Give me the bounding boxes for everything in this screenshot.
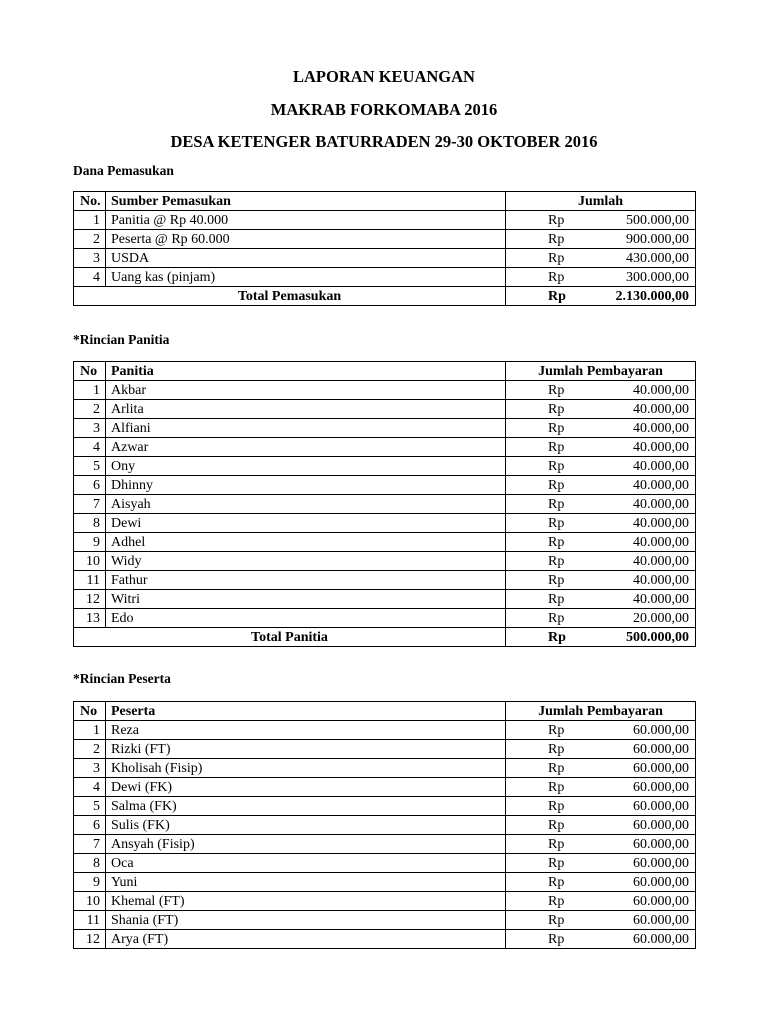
total-row	[74, 287, 696, 306]
currency-label: Rp	[506, 571, 569, 590]
row-name: Edo	[106, 609, 506, 628]
amount-value: 40.000,00	[569, 457, 696, 476]
currency-label: Rp	[506, 740, 569, 759]
amount-value: 20.000,00	[569, 609, 696, 628]
row-name: Aisyah	[106, 495, 506, 514]
currency-label: Rp	[506, 911, 569, 930]
amount-value: 40.000,00	[569, 590, 696, 609]
amount-value: 60.000,00	[569, 721, 696, 740]
table-row	[74, 230, 696, 249]
row-name: Dewi (FK)	[106, 778, 506, 797]
row-name: Azwar	[106, 438, 506, 457]
column-header-amount: Jumlah Pembayaran	[506, 362, 696, 381]
currency-label: Rp	[506, 268, 569, 287]
column-header-no: No	[74, 702, 106, 721]
table-header-row	[74, 702, 696, 721]
table-row	[74, 552, 696, 571]
currency-label: Rp	[506, 211, 569, 230]
row-name: Arya (FT)	[106, 930, 506, 949]
currency-label: Rp	[506, 835, 569, 854]
table-row	[74, 438, 696, 457]
column-header-amount: Jumlah	[506, 192, 696, 211]
report-title: LAPORAN KEUANGAN	[293, 67, 475, 86]
amount-value: 40.000,00	[569, 476, 696, 495]
row-number: 12	[74, 590, 106, 609]
table-header-row	[74, 192, 696, 211]
amount-value: 40.000,00	[569, 438, 696, 457]
row-number: 5	[74, 797, 106, 816]
currency-label: Rp	[506, 609, 569, 628]
table-row	[74, 211, 696, 230]
table-row	[74, 740, 696, 759]
row-name: Shania (FT)	[106, 911, 506, 930]
currency-label: Rp	[506, 892, 569, 911]
table-row	[74, 873, 696, 892]
currency-label: Rp	[506, 419, 569, 438]
table-row	[74, 268, 696, 287]
panitia-table	[73, 361, 696, 647]
row-name: Ansyah (Fisip)	[106, 835, 506, 854]
currency-label: Rp	[506, 930, 569, 949]
column-header-no: No	[74, 362, 106, 381]
table-row	[74, 721, 696, 740]
currency-label: Rp	[506, 476, 569, 495]
table-row	[74, 400, 696, 419]
total-currency-label: Rp	[506, 287, 569, 306]
table-row	[74, 930, 696, 949]
amount-value: 40.000,00	[569, 571, 696, 590]
table-row	[74, 816, 696, 835]
row-number: 11	[74, 571, 106, 590]
row-source: Uang kas (pinjam)	[106, 268, 506, 287]
currency-label: Rp	[506, 457, 569, 476]
row-number: 4	[74, 268, 106, 287]
row-number: 11	[74, 911, 106, 930]
row-name: Khemal (FT)	[106, 892, 506, 911]
currency-label: Rp	[506, 778, 569, 797]
currency-label: Rp	[506, 854, 569, 873]
event-title: MAKRAB FORKOMABA 2016	[270, 100, 498, 119]
amount-value: 40.000,00	[569, 400, 696, 419]
amount-value: 40.000,00	[569, 495, 696, 514]
amount-value: 60.000,00	[569, 759, 696, 778]
currency-label: Rp	[506, 249, 569, 268]
amount-value: 300.000,00	[569, 268, 696, 287]
amount-value: 60.000,00	[569, 873, 696, 892]
amount-value: 40.000,00	[569, 533, 696, 552]
row-number: 4	[74, 438, 106, 457]
table-row	[74, 514, 696, 533]
row-name: Widy	[106, 552, 506, 571]
column-header-name: Panitia	[106, 362, 506, 381]
total-amount-value: 500.000,00	[569, 628, 696, 647]
table-row	[74, 457, 696, 476]
row-name: Kholisah (Fisip)	[106, 759, 506, 778]
column-header-no: No.	[74, 192, 106, 211]
amount-value: 900.000,00	[569, 230, 696, 249]
currency-label: Rp	[506, 533, 569, 552]
currency-label: Rp	[506, 400, 569, 419]
peserta-section-label: *Rincian Peserta	[73, 671, 171, 686]
amount-value: 60.000,00	[569, 854, 696, 873]
row-number: 5	[74, 457, 106, 476]
table-row	[74, 381, 696, 400]
amount-value: 40.000,00	[569, 381, 696, 400]
amount-value: 60.000,00	[569, 816, 696, 835]
amount-value: 40.000,00	[569, 552, 696, 571]
row-number: 3	[74, 419, 106, 438]
currency-label: Rp	[506, 797, 569, 816]
row-name: Salma (FK)	[106, 797, 506, 816]
row-name: Oca	[106, 854, 506, 873]
row-number: 2	[74, 400, 106, 419]
table-row	[74, 249, 696, 268]
row-name: Akbar	[106, 381, 506, 400]
row-number: 9	[74, 873, 106, 892]
table-row	[74, 495, 696, 514]
row-name: Arlita	[106, 400, 506, 419]
row-number: 13	[74, 609, 106, 628]
row-number: 3	[74, 249, 106, 268]
currency-label: Rp	[506, 873, 569, 892]
currency-label: Rp	[506, 495, 569, 514]
amount-value: 60.000,00	[569, 740, 696, 759]
table-row	[74, 476, 696, 495]
total-label: Total Panitia	[74, 628, 506, 647]
row-source: Panitia @ Rp 40.000	[106, 211, 506, 230]
total-row	[74, 628, 696, 647]
total-currency-label: Rp	[506, 628, 569, 647]
panitia-section-label: *Rincian Panitia	[73, 332, 170, 347]
row-name: Rizki (FT)	[106, 740, 506, 759]
amount-value: 60.000,00	[569, 835, 696, 854]
row-number: 10	[74, 552, 106, 571]
row-name: Fathur	[106, 571, 506, 590]
row-number: 9	[74, 533, 106, 552]
currency-label: Rp	[506, 381, 569, 400]
amount-value: 60.000,00	[569, 797, 696, 816]
amount-value: 60.000,00	[569, 778, 696, 797]
row-number: 6	[74, 816, 106, 835]
table-row	[74, 533, 696, 552]
table-row	[74, 590, 696, 609]
row-number: 1	[74, 721, 106, 740]
currency-label: Rp	[506, 759, 569, 778]
table-row	[74, 797, 696, 816]
row-number: 7	[74, 495, 106, 514]
currency-label: Rp	[506, 721, 569, 740]
table-row	[74, 778, 696, 797]
row-name: Alfiani	[106, 419, 506, 438]
total-amount-value: 2.130.000,00	[569, 287, 696, 306]
row-number: 12	[74, 930, 106, 949]
table-row	[74, 419, 696, 438]
row-name: Reza	[106, 721, 506, 740]
table-row	[74, 571, 696, 590]
row-name: Yuni	[106, 873, 506, 892]
row-number: 1	[74, 381, 106, 400]
currency-label: Rp	[506, 230, 569, 249]
table-header-row	[74, 362, 696, 381]
column-header-name: Peserta	[106, 702, 506, 721]
total-label: Total Pemasukan	[74, 287, 506, 306]
row-name: Ony	[106, 457, 506, 476]
table-row	[74, 835, 696, 854]
row-name: Sulis (FK)	[106, 816, 506, 835]
row-number: 8	[74, 514, 106, 533]
currency-label: Rp	[506, 514, 569, 533]
currency-label: Rp	[506, 590, 569, 609]
table-row	[74, 759, 696, 778]
currency-label: Rp	[506, 438, 569, 457]
row-number: 4	[74, 778, 106, 797]
row-number: 2	[74, 740, 106, 759]
row-source: USDA	[106, 249, 506, 268]
amount-value: 60.000,00	[569, 892, 696, 911]
row-number: 7	[74, 835, 106, 854]
amount-value: 40.000,00	[569, 419, 696, 438]
row-number: 10	[74, 892, 106, 911]
row-name: Dhinny	[106, 476, 506, 495]
table-row	[74, 911, 696, 930]
peserta-table	[73, 701, 696, 949]
row-source: Peserta @ Rp 60.000	[106, 230, 506, 249]
row-number: 8	[74, 854, 106, 873]
pemasukan-table	[73, 191, 696, 306]
amount-value: 40.000,00	[569, 514, 696, 533]
table-row	[74, 854, 696, 873]
row-name: Dewi	[106, 514, 506, 533]
amount-value: 500.000,00	[569, 211, 696, 230]
currency-label: Rp	[506, 816, 569, 835]
row-number: 1	[74, 211, 106, 230]
currency-label: Rp	[506, 552, 569, 571]
row-number: 2	[74, 230, 106, 249]
table-row	[74, 609, 696, 628]
pemasukan-section-label: Dana Pemasukan	[73, 163, 174, 178]
event-location-date: DESA KETENGER BATURRADEN 29-30 OKTOBER 2016	[170, 132, 598, 151]
table-row	[74, 892, 696, 911]
row-name: Adhel	[106, 533, 506, 552]
column-header-source: Sumber Pemasukan	[106, 192, 506, 211]
amount-value: 60.000,00	[569, 911, 696, 930]
column-header-amount: Jumlah Pembayaran	[506, 702, 696, 721]
amount-value: 430.000,00	[569, 249, 696, 268]
row-name: Witri	[106, 590, 506, 609]
row-number: 3	[74, 759, 106, 778]
row-number: 6	[74, 476, 106, 495]
amount-value: 60.000,00	[569, 930, 696, 949]
